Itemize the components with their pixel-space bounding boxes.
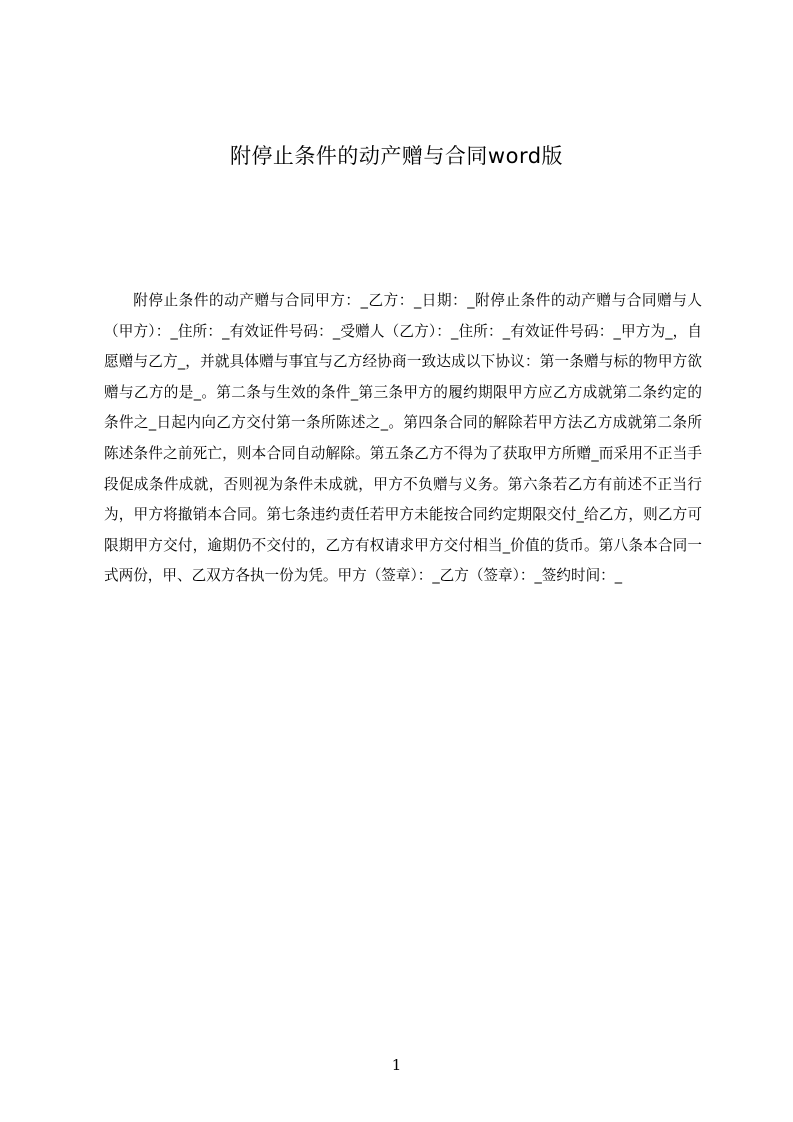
document-title: 附停止条件的动产赠与合同word版 <box>229 144 564 168</box>
contract-body-text: 附停止条件的动产赠与合同甲方：_乙方：_日期：_附停止条件的动产赠与合同赠与人（甲方）：_住所：_有效证件号码：_受赠人（乙方）：_住所：_有效证件号码：_甲方为_，自愿赠与乙方_，并就具体赠与事宜与乙方经协商一致达成以下协议：第一条赠与标的物甲方欲赠与乙方的是_。第二条与生效的条件_第三条甲方的履约期限甲方应乙方成就第二条约定的条件之_日起内向乙方交付第一条所陈述之_。第四条合同的解除若甲方法乙方成就第二条所陈述条件之前死亡，则本合同自动解除。第五条乙方不得为了获取甲方所赠_而采用不正当手段促成条件成就，否则视为条件未成就，甲方不负赠与义务。第六条若乙方有前述不正当行为，甲方将撤销本合同。第七条违约责任若甲方未能按合同约定期限交付_给乙方，则乙方可限期甲方交付，逾期仍不交付的，乙方有权请求甲方交付相当_价值的货币。第八条本合同一式两份，甲、乙双方各执一份为凭。甲方（签章）：_乙方（签章）：_签约时间：_ <box>104 292 702 585</box>
page-number: 1 <box>391 1056 402 1074</box>
